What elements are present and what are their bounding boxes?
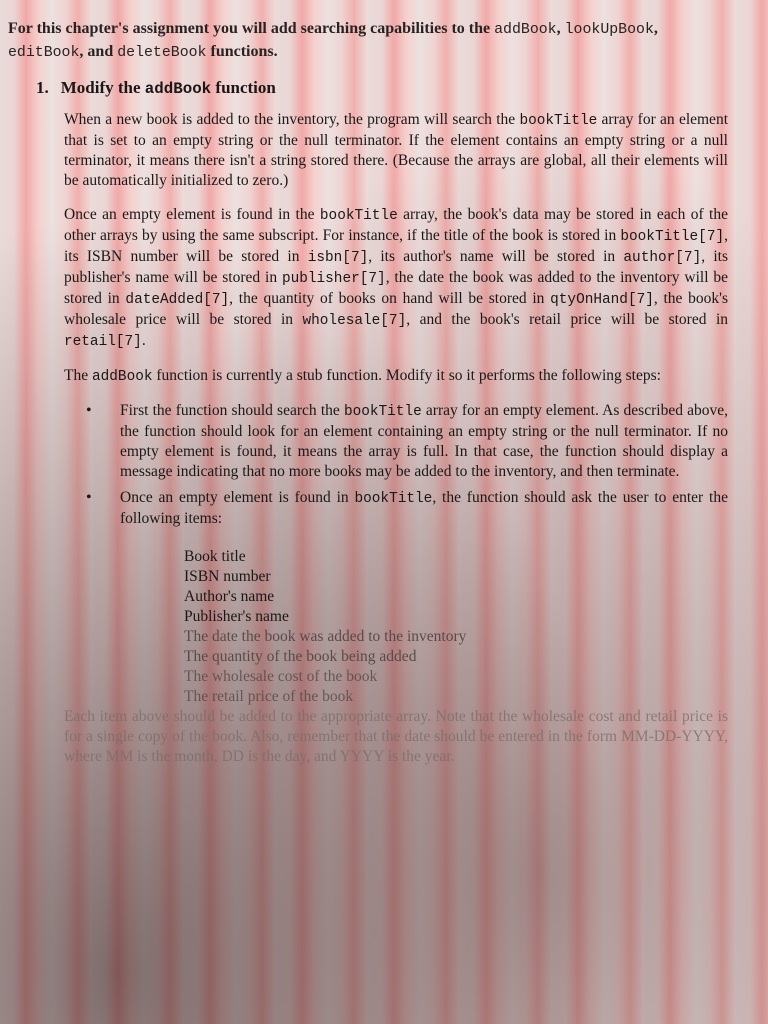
- code-addbook: addBook: [494, 22, 557, 38]
- code-booktitle: bookTitle: [343, 404, 422, 420]
- input-item: The wholesale cost of the book: [184, 668, 378, 685]
- code-booktitle: bookTitle: [354, 491, 433, 507]
- intro-text: ,: [653, 20, 658, 37]
- code-booktitle-7: bookTitle[7]: [620, 229, 725, 245]
- list-item: [64, 488, 728, 529]
- section-title-text: Modify the: [60, 78, 145, 97]
- paragraph-text: , and the book's retail price will be stored in: [406, 311, 729, 328]
- list-item-text: array for an empty element. As described above, the function should look for an element containing an empty string or the null terminator. If no empty element is found, it means the array is full. In that case, the function should display a message indicating that no more books may be added to the inventory, and then terminate.: [120, 402, 729, 480]
- code-addbook: addBook: [91, 369, 153, 385]
- input-item: The quantity of the book being added: [184, 648, 417, 665]
- intro-text: ,: [556, 20, 565, 37]
- paragraph-text: When a new book is added to the inventory, the program will search the: [64, 111, 520, 128]
- paragraph-subscript: [64, 205, 728, 352]
- input-items-list: [184, 547, 728, 707]
- paragraph-text: array for an element that is set to an empty string or the null terminator. If the element contains an empty string or a null terminator, it means there isn't a string stored there. (Because the arrays are global, all their elements will be automatically initialized to zero.): [64, 111, 728, 189]
- paragraph-search-empty: [64, 110, 728, 191]
- section-title: [61, 78, 276, 98]
- code-editbook: editBook: [8, 45, 80, 61]
- section-number: 1.: [36, 78, 49, 97]
- intro-text: For this chapter's assignment you will add searching capabilities to the: [8, 20, 495, 37]
- assignment-intro: [8, 18, 728, 64]
- section-heading: [36, 78, 728, 98]
- paragraph-stub: [64, 366, 728, 387]
- input-item: Book title: [184, 548, 246, 565]
- paragraph-text: function is currently a stub function. Modify it so it performs the following steps:: [152, 367, 661, 384]
- input-item: Publisher's name: [184, 608, 289, 625]
- code-booktitle: bookTitle: [519, 113, 598, 129]
- paragraph-text: , its ISBN number will be stored in: [64, 227, 728, 265]
- code-qtyonhand-7: qtyOnHand[7]: [550, 292, 654, 308]
- section-body: [64, 110, 728, 767]
- paragraph-text: , the date the book was added to the inventory will be stored in: [64, 269, 728, 307]
- paragraph-text: , its publisher's name will be stored in: [64, 248, 728, 286]
- bullet-icon: •: [86, 489, 92, 506]
- code-isbn-7: isbn[7]: [307, 250, 369, 266]
- code-wholesale-7: wholesale[7]: [302, 313, 407, 329]
- bullet-icon: •: [86, 402, 92, 419]
- code-deletebook: deleteBook: [117, 45, 207, 61]
- input-item: Author's name: [184, 588, 275, 605]
- paragraph-text: The: [64, 367, 92, 384]
- intro-text: functions.: [206, 43, 278, 60]
- paragraph-text: array, the book's data may be stored in each of the other arrays by using the same subscript. For instance, if the title of the book is stored in: [64, 206, 728, 244]
- code-publisher-7: publisher[7]: [281, 271, 386, 287]
- code-addbook: addBook: [144, 80, 212, 98]
- list-item-text: First the function should search the: [120, 402, 344, 419]
- code-dateadded-7: dateAdded[7]: [125, 292, 230, 308]
- paragraph-text: .: [141, 332, 146, 349]
- closing-paragraph: Each item above should be added to the appropriate array. Note that the wholesale cost and retail price is for a single copy of the book. Also, remember that the date should be entered in the form MM-DD-YYYY, where MM is the month, DD is the day, and YYYY is the year.: [64, 708, 728, 765]
- code-lookupbook: lookUpBook: [564, 22, 654, 38]
- code-retail-7: retail[7]: [64, 334, 142, 350]
- paragraph-text: , the quantity of books on hand will be stored in: [229, 290, 551, 307]
- paragraph-text: Once an empty element is found in the: [64, 206, 320, 223]
- list-item-text: Once an empty element is found in: [120, 489, 355, 506]
- code-author-7: author[7]: [623, 250, 702, 266]
- input-item: ISBN number: [184, 568, 271, 585]
- list-item: [64, 401, 728, 482]
- input-item: The retail price of the book: [184, 688, 354, 705]
- input-item: The date the book was added to the inventory: [184, 628, 467, 645]
- code-booktitle: bookTitle: [319, 208, 398, 224]
- paragraph-text: , its author's name will be stored in: [368, 248, 624, 265]
- intro-text: , and: [79, 43, 118, 60]
- paragraph-text: , the book's wholesale price will be stored in: [64, 290, 728, 328]
- steps-list: [64, 401, 728, 529]
- section-title-text: function: [211, 78, 276, 97]
- list-item-text: , the function should ask the user to enter the following items:: [120, 489, 728, 527]
